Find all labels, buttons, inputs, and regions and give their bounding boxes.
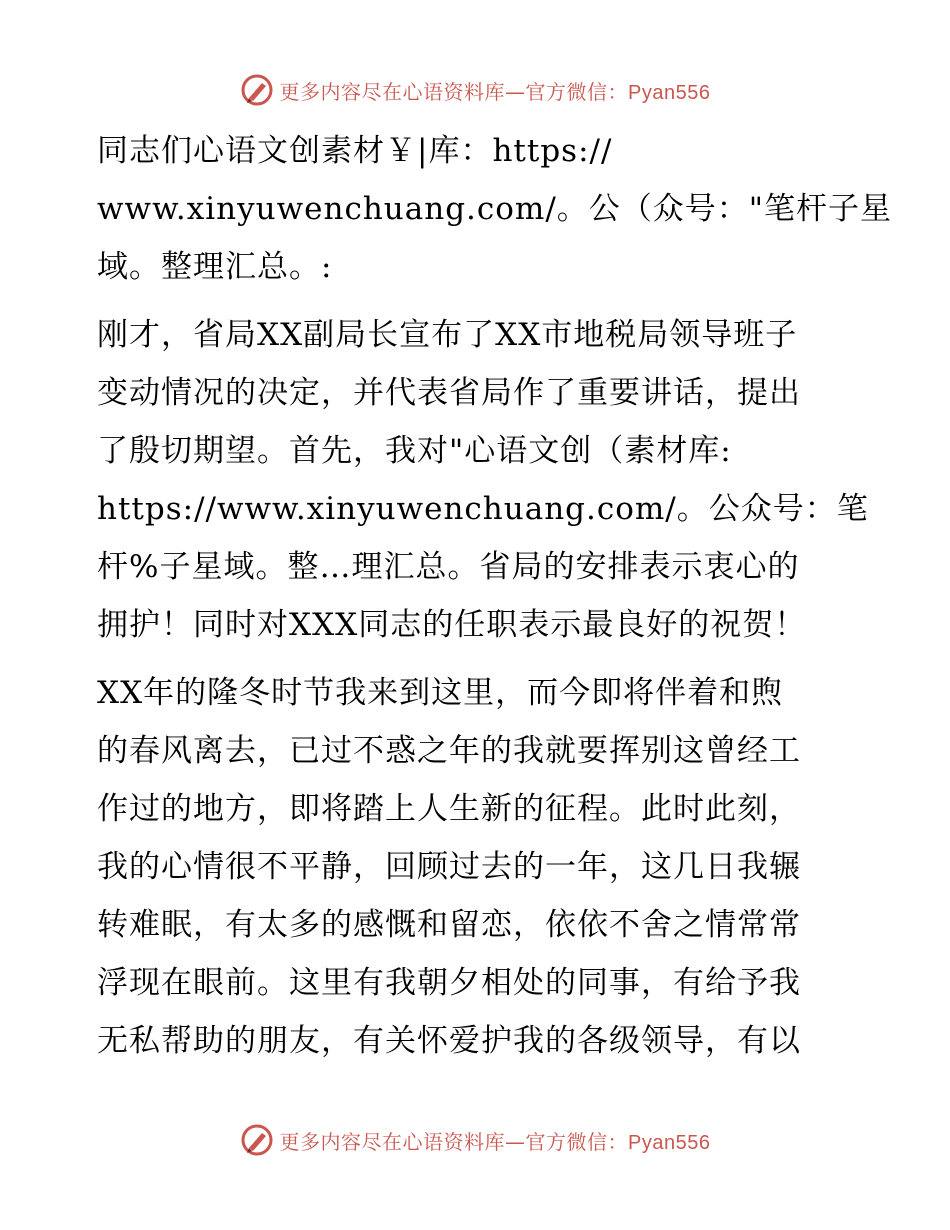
banner-text xyxy=(280,1126,711,1155)
text-line: 转难眠，有太多的感慨和留恋，依依不舍之情常常 xyxy=(97,907,801,943)
pen-logo-icon xyxy=(240,1123,274,1157)
text-line: 变动情况的决定，并代表省局作了重要讲话，提出 xyxy=(97,375,801,411)
text-line: XX年的隆冬时节我来到这里，而今即将伴着和煦 xyxy=(97,675,784,711)
banner-slogan: 更多内容尽在心语资料库—官方微信： xyxy=(279,79,629,104)
text-line: 的春风离去，已过不惑之年的我就要挥别这曾经工 xyxy=(97,733,801,769)
paragraph-1 xyxy=(97,122,893,296)
banner-text xyxy=(280,76,711,105)
banner-wechat-id: Pyan556 xyxy=(628,1131,711,1154)
text-line: 拥护！同时对XXX同志的任职表示最良好的祝贺！ xyxy=(97,607,807,643)
pen-logo-icon xyxy=(240,73,274,107)
document-body xyxy=(97,122,893,1080)
banner-slogan: 更多内容尽在心语资料库—官方微信： xyxy=(279,1129,629,1154)
paragraph-3 xyxy=(97,664,857,1070)
text-line: 作过的地方，即将踏上人生新的征程。此时此刻， xyxy=(97,791,801,827)
header-banner xyxy=(0,70,950,110)
text-line: 无私帮助的朋友，有关怀爱护我的各级领导，有以 xyxy=(97,1023,801,1059)
text-line: https://www.xinyuwenchuang.com/。公众号：笔 xyxy=(97,491,869,527)
footer-banner xyxy=(0,1120,950,1160)
text-line: 同志们心语文创素材￥|库：https:// xyxy=(97,133,613,169)
text-line: 浮现在眼前。这里有我朝夕相处的同事，有给予我 xyxy=(97,965,801,1001)
text-line: 域。整理汇总。: xyxy=(97,249,333,285)
text-line: 杆%子星域。整…理汇总。省局的安排表示衷心的 xyxy=(97,549,800,585)
text-line: 刚才，省局XX副局长宣布了XX市地税局领导班子 xyxy=(97,317,798,353)
paragraph-2 xyxy=(97,306,869,654)
text-line: 了殷切期望。首先，我对"心语文创（素材库: xyxy=(97,433,732,469)
text-line: www.xinyuwenchuang.com/。公（众号："笔杆子星 xyxy=(97,191,893,227)
text-line: 我的心情很不平静，回顾过去的一年，这几日我辗 xyxy=(97,849,801,885)
banner-wechat-id: Pyan556 xyxy=(628,81,711,104)
